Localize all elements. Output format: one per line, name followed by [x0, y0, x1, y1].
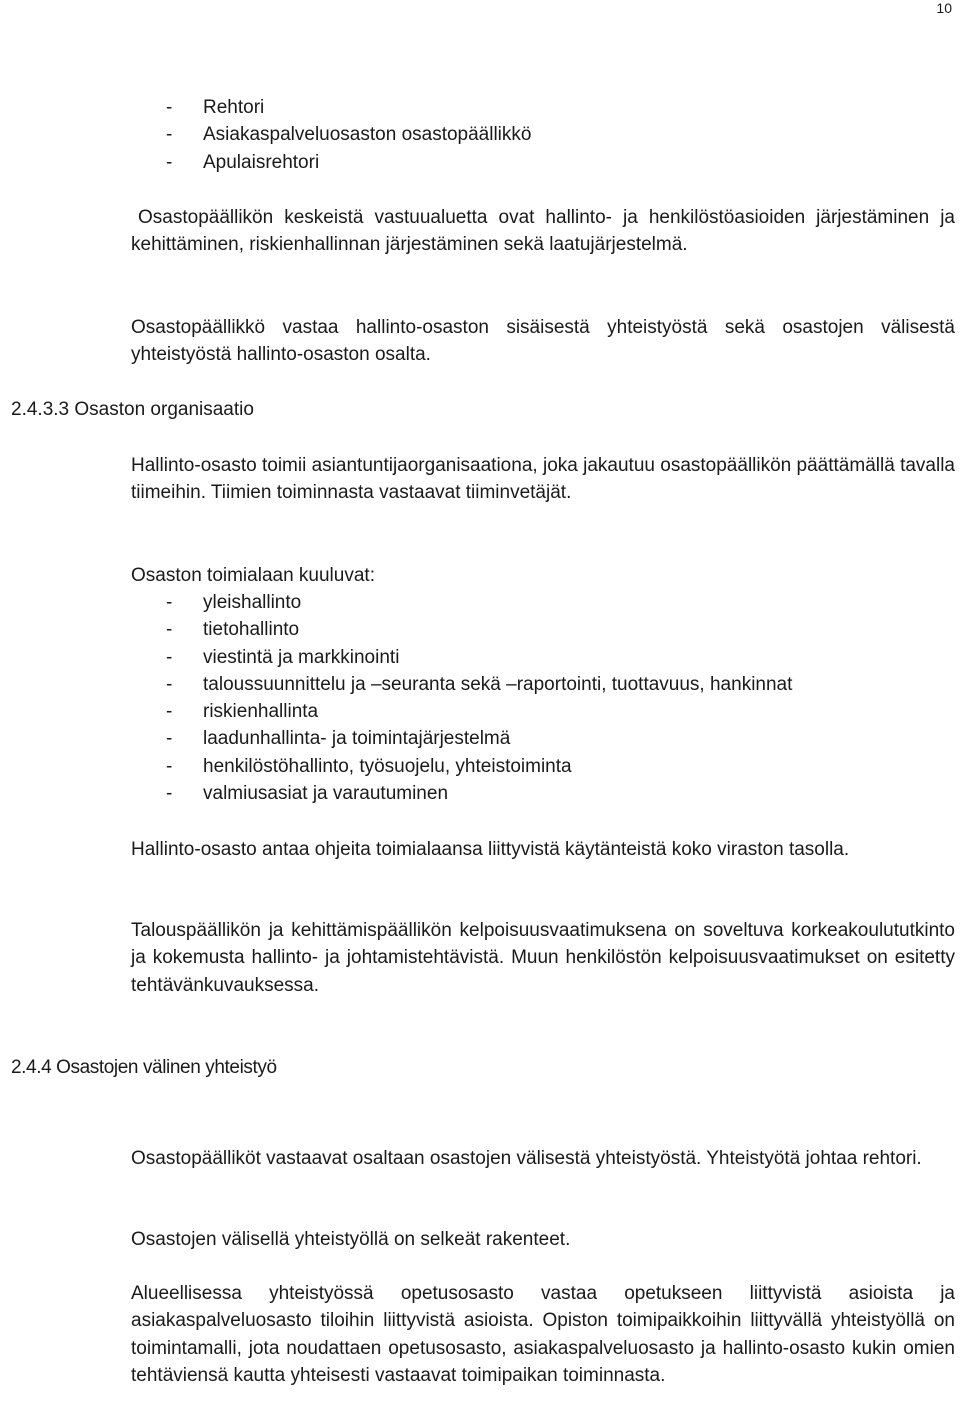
list-item-text: Apulaisrehtori — [203, 151, 320, 173]
list-item — [166, 121, 531, 148]
paragraph-regional-cooperation: Alueellisessa yhteistyössä opetusosasto vastaa opetukseen liittyvistä asioista ja asiakaspalveluosasto tiloihin liittyvistä asioista. Opiston toimipaikkoihin liittyvällä yhteistyöllä on toimintamalli, jota noudattaen opetusosasto, asiakaspalveluosasto ja hallinto-osasto kukin omien tehtäviensä kautta yhteisesti vastaavat toimipaikan toiminnasta. — [131, 1283, 955, 1386]
paragraph-guidance: Hallinto-osasto antaa ohjeita toimialaansa liittyvistä käytänteistä koko viraston tasolla. — [131, 839, 850, 860]
paragraph-responsibilities: Osastopäällikön keskeistä vastuualuetta ovat hallinto- ja henkilöstöasioiden järjestäminen ja kehittäminen, riskienhallinnan järjestäminen sekä laatujärjestelmä. — [131, 207, 955, 256]
duties-list — [166, 589, 792, 807]
list-item — [166, 671, 792, 698]
list-item — [166, 616, 792, 643]
list-dash: - — [166, 124, 173, 146]
list-item — [166, 644, 792, 671]
paragraph-organisation: Hallinto-osasto toimii asiantuntijaorganisaationa, joka jakautuu osastopäällikön päättämällä tavalla tiimeihin. Tiimien toiminnasta vastaavat tiiminvetäjät. — [131, 455, 955, 504]
list-item — [166, 589, 792, 616]
list-dash: - — [166, 701, 173, 723]
list-item-text: laadunhallinta- ja toimintajärjestelmä — [203, 728, 511, 750]
roles-list — [166, 94, 531, 176]
list-dash: - — [166, 151, 173, 173]
list-item-text: viestintä ja markkinointi — [203, 646, 400, 668]
list-item-text: valmiusasiat ja varautuminen — [203, 783, 449, 805]
list-item-text: Asiakaspalveluosaston osastopäällikkö — [203, 124, 532, 146]
list-item-text: yleishallinto — [203, 592, 302, 613]
list-dash: - — [166, 673, 173, 695]
paragraph-department-heads: Osastopäälliköt vastaavat osaltaan osastojen välisestä yhteistyöstä. Yhteistyötä johtaa rehtori. — [131, 1148, 922, 1169]
paragraph-structures: Osastojen välisellä yhteistyöllä on selkeät rakenteet. — [131, 1229, 571, 1250]
list-dash: - — [166, 728, 173, 750]
paragraph-qualifications: Talouspäällikön ja kehittämispäällikön kelpoisuusvaatimuksena on soveltuva korkeakoulututkinto ja kokemusta hallinto- ja johtamistehtävistä. Muun henkilöstön kelpoisuusvaatimukset on esitetty tehtävänkuvauksessa. — [131, 920, 955, 996]
list-item-text: riskienhallinta — [203, 701, 319, 723]
list-dash: - — [166, 755, 173, 777]
list-dash: - — [166, 646, 173, 668]
paragraph-cooperation: Osastopäällikkö vastaa hallinto-osaston sisäisestä yhteistyöstä sekä osastojen välisestä yhteistyöstä hallinto-osaston osalta. — [131, 317, 955, 366]
section-heading-organisation: 2.4.3.3 Osaston organisaatio — [11, 399, 254, 420]
list-item-text: taloussuunnittelu ja –seuranta sekä –raportointi, tuottavuus, hankinnat — [203, 673, 793, 695]
page-number: 10 — [936, 0, 952, 16]
list-dash: - — [166, 619, 173, 641]
list-dash: - — [166, 592, 173, 613]
list-dash: - — [166, 97, 173, 118]
list-item — [166, 698, 792, 725]
paragraph-duties-intro: Osaston toimialaan kuuluvat: — [131, 565, 375, 586]
list-item-text: henkilöstöhallinto, työsuojelu, yhteistoiminta — [203, 755, 572, 777]
list-item — [166, 725, 792, 752]
list-item-text: tietohallinto — [203, 619, 300, 641]
list-item — [166, 94, 531, 121]
section-heading-cooperation: 2.4.4 Osastojen välinen yhteistyö — [11, 1057, 277, 1078]
list-item — [166, 149, 531, 176]
list-dash: - — [166, 783, 173, 805]
list-item-text: Rehtori — [203, 97, 265, 118]
list-item — [166, 753, 792, 780]
list-item — [166, 780, 792, 807]
